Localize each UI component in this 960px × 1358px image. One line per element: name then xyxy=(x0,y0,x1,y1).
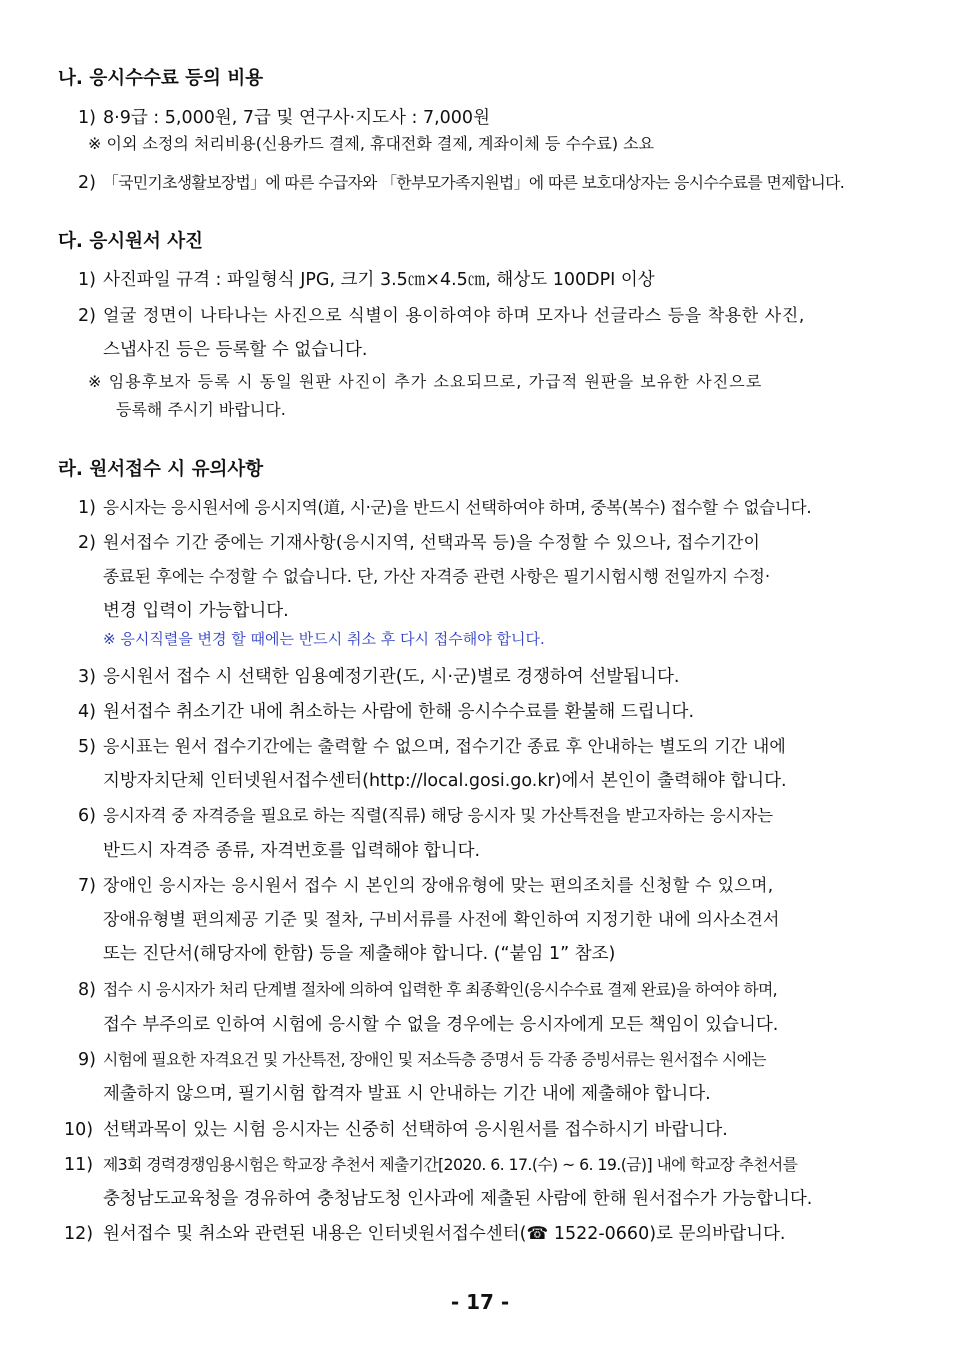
item-text: 응시자는 응시원서에 응시지역(道, 시·군)을 반드시 선택하여야 하며, 중복(복수) 접수할 수 없습니다. xyxy=(103,498,812,517)
section-heading-cautions: 라. 원서접수 시 유의사항 xyxy=(58,459,264,480)
item-number: 3) xyxy=(78,667,96,687)
item-number: 12) xyxy=(64,1224,94,1244)
item-text: 제3회 경력경쟁임용시험은 학교장 추천서 제출기간[2020. 6. 17.(수) ~ 6. 19.(금)] 내에 학교장 추천서를 xyxy=(103,1155,798,1174)
item-text: 원서접수 기간 중에는 기재사항(응시지역, 선택과목 등)을 수정할 수 있으나, 접수기간이 xyxy=(103,533,761,553)
item-number: 2) xyxy=(78,306,96,326)
item-number: 11) xyxy=(64,1155,94,1175)
item-text: 원서접수 취소기간 내에 취소하는 사람에 한해 응시수수료를 환불해 드립니다. xyxy=(103,702,695,722)
item-number: 5) xyxy=(78,737,96,757)
item-number: 7) xyxy=(78,876,96,896)
item-number: 1) xyxy=(78,498,96,518)
item-number: 10) xyxy=(64,1120,94,1140)
item-text: 반드시 자격증 종류, 자격번호를 입력해야 합니다. xyxy=(103,841,481,861)
item-text: 사진파일 규격 : 파일형식 JPG, 크기 3.5㎝×4.5㎝, 해상도 100DPI 이상 xyxy=(103,270,655,290)
item-text: 선택과목이 있는 시험 응시자는 신중히 선택하여 응시원서를 접수하시기 바랍니다. xyxy=(103,1120,728,1140)
item-text: 지방자치단체 인터넷원서접수센터(http://local.gosi.go.kr)에서 본인이 출력해야 합니다. xyxy=(103,771,787,791)
item-text: 응시자격 중 자격증을 필요로 하는 직렬(직류) 해당 응시자 및 가산특전을 받고자하는 응시자는 xyxy=(103,806,773,825)
item-number: 1) xyxy=(78,108,96,128)
section-heading-fees: 나. 응시수수료 등의 비용 xyxy=(58,68,264,89)
item-text: 충청남도교육청을 경유하여 충청남도청 인사과에 제출된 사람에 한해 원서접수가 가능합니다. xyxy=(103,1189,813,1209)
item-text: 응시표는 원서 접수기간에는 출력할 수 없으며, 접수기간 종료 후 안내하는 별도의 기간 내에 xyxy=(103,737,786,757)
item-number: 9) xyxy=(78,1050,96,1070)
item-text: 접수 시 응시자가 처리 단계별 절차에 의하여 입력한 후 최종확인(응시수수료 결제 완료)을 하여야 하며, xyxy=(103,980,778,999)
section-note: 등록해 주시기 바랍니다. xyxy=(116,400,286,419)
item-number: 8) xyxy=(78,980,96,1000)
item-text: 장애인 응시자는 응시원서 접수 시 본인의 장애유형에 맞는 편의조치를 신청할 수 있으며, xyxy=(103,876,774,896)
item-text: 장애유형별 편의제공 기준 및 절차, 구비서류를 사전에 확인하여 지정기한 내에 의사소견서 xyxy=(103,910,780,930)
item-note: ※ 응시직렬을 변경 할 때에는 반드시 취소 후 다시 접수해야 합니다. xyxy=(103,630,545,648)
item-text: 「국민기초생활보장법」에 따른 수급자와 「한부모가족지원법」에 따른 보호대상자는 응시수수료를 면제합니다. xyxy=(103,173,845,192)
item-text: 얼굴 정면이 나타나는 사진으로 식별이 용이하여야 하며 모자나 선글라스 등을 착용한 사진, xyxy=(103,306,805,326)
item-text: 응시원서 접수 시 선택한 임용예정기관(도, 시·군)별로 경쟁하여 선발됩니다. xyxy=(103,667,680,687)
item-text: 8·9급 : 5,000원, 7급 및 연구사·지도사 : 7,000원 xyxy=(103,108,490,128)
item-text: 시험에 필요한 자격요건 및 가산특전, 장애인 및 저소득층 증명서 등 각종 증빙서류는 원서접수 시에는 xyxy=(103,1050,766,1069)
item-note: ※ 이외 소정의 처리비용(신용카드 결제, 휴대전화 결제, 계좌이체 등 수수료) 소요 xyxy=(88,134,655,153)
item-text: 종료된 후에는 수정할 수 없습니다. 단, 가산 자격증 관련 사항은 필기시험시행 전일까지 수정· xyxy=(103,567,771,586)
item-text: 스냅사진 등은 등록할 수 없습니다. xyxy=(103,340,368,360)
item-text: 원서접수 및 취소와 관련된 내용은 인터넷원서접수센터(☎ 1522-0660)로 문의바랍니다. xyxy=(103,1224,786,1244)
item-number: 6) xyxy=(78,806,96,826)
section-heading-photo: 다. 응시원서 사진 xyxy=(58,231,204,252)
item-text: 제출하지 않으며, 필기시험 합격자 발표 시 안내하는 기간 내에 제출해야 합니다. xyxy=(103,1084,711,1104)
page-number: - 17 - xyxy=(450,1290,510,1314)
item-text: 접수 부주의로 인하여 시험에 응시할 수 없을 경우에는 응시자에게 모든 책임이 있습니다. xyxy=(103,1015,779,1035)
item-number: 2) xyxy=(78,533,96,553)
section-note: ※ 임용후보자 등록 시 동일 원판 사진이 추가 소요되므로, 가급적 원판을 보유한 사진으로 xyxy=(88,372,763,391)
item-number: 1) xyxy=(78,270,96,290)
item-number: 2) xyxy=(78,173,96,193)
item-number: 4) xyxy=(78,702,96,722)
item-text: 변경 입력이 가능합니다. xyxy=(103,601,289,621)
item-text: 또는 진단서(해당자에 한함) 등을 제출해야 합니다. (“붙임 1” 참조) xyxy=(103,944,616,964)
